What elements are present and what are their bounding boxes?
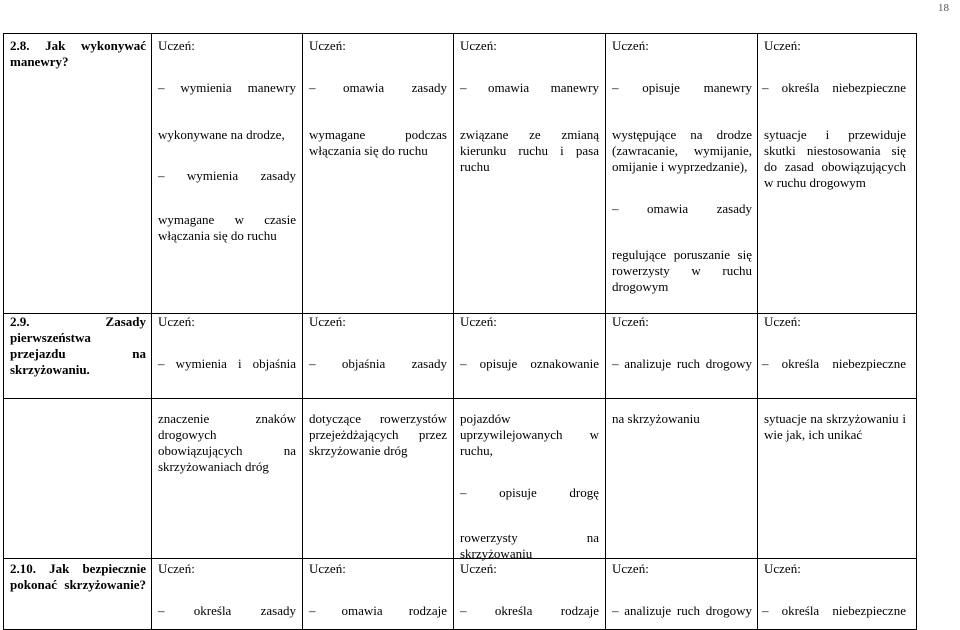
content-cell bbox=[606, 314, 758, 399]
dash-item: – omawia zasady bbox=[612, 201, 752, 216]
cell-header: Uczeń: bbox=[309, 38, 346, 53]
dash-item: – określa zasady bbox=[158, 603, 296, 618]
table-row bbox=[4, 34, 917, 314]
cell-header: Uczeń: bbox=[460, 314, 497, 329]
content-cell bbox=[454, 34, 606, 314]
cell-header: Uczeń: bbox=[764, 38, 801, 53]
content-cell bbox=[303, 34, 454, 314]
content-cell bbox=[606, 34, 758, 314]
dash-item: – określa niebezpieczne bbox=[762, 603, 906, 618]
dash-item: – wymienia manewry bbox=[158, 80, 296, 95]
content-cell bbox=[152, 559, 303, 630]
content-cell bbox=[303, 559, 454, 630]
content-cell bbox=[152, 399, 303, 559]
content-cell bbox=[758, 399, 917, 559]
dash-item: – omawia rodzaje bbox=[309, 603, 447, 618]
curriculum-table bbox=[3, 33, 917, 630]
content-cell bbox=[758, 559, 917, 630]
cell-text: dotyczące rowerzystów przejeżdżających przez skrzyżowanie dróg bbox=[309, 411, 447, 458]
cell-text: na skrzyżowaniu bbox=[612, 411, 700, 426]
dash-item: – opisuje manewry bbox=[612, 80, 752, 95]
content-cell bbox=[303, 314, 454, 399]
section-cell bbox=[4, 559, 152, 630]
cell-text: wymagane w czasie włączania się do ruchu bbox=[158, 212, 296, 243]
cell-text: regulujące poruszanie się rowerzysty w ruchu drogowym bbox=[612, 247, 752, 294]
dash-item: – analizuje ruch drogowy bbox=[612, 603, 752, 618]
content-cell bbox=[606, 559, 758, 630]
section-title: 2.10. Jak bezpiecznie pokonać skrzyżowanie? bbox=[10, 561, 146, 592]
cell-header: Uczeń: bbox=[158, 561, 195, 576]
section-cell bbox=[4, 34, 152, 314]
dash-item: – wymienia i objaśnia bbox=[158, 356, 296, 371]
dash-item: – analizuje ruch drogowy bbox=[612, 356, 752, 371]
section-title: 2.8. Jak wykonywać manewry? bbox=[10, 38, 146, 69]
page-number: 18 bbox=[938, 2, 949, 14]
cell-header: Uczeń: bbox=[460, 561, 497, 576]
section-cell bbox=[4, 314, 152, 399]
section-title: 2.9. Zasady pierwszeństwa przejazdu na skrzyżowaniu. bbox=[10, 314, 146, 377]
cell-header: Uczeń: bbox=[309, 561, 346, 576]
dash-item: – opisuje oznakowanie bbox=[460, 356, 599, 371]
cell-header: Uczeń: bbox=[764, 314, 801, 329]
cell-header: Uczeń: bbox=[158, 38, 195, 53]
cell-header: Uczeń: bbox=[612, 38, 649, 53]
table-row bbox=[4, 559, 917, 630]
content-cell bbox=[606, 399, 758, 559]
cell-header: Uczeń: bbox=[460, 38, 497, 53]
cell-text: pojazdów uprzywilejowanych w ruchu, bbox=[460, 411, 599, 458]
cell-text: wymagane podczas włączania się do ruchu bbox=[309, 127, 447, 158]
dash-item: – opisuje drogę bbox=[460, 485, 599, 500]
table-row bbox=[4, 314, 917, 399]
cell-header: Uczeń: bbox=[158, 314, 195, 329]
cell-header: Uczeń: bbox=[764, 561, 801, 576]
dash-item: – omawia zasady bbox=[309, 80, 447, 95]
content-cell bbox=[758, 314, 917, 399]
cell-text: występujące na drodze (zawracanie, wymijanie, omijanie i wyprzedzanie), bbox=[612, 127, 752, 174]
cell-text: sytuacje na skrzyżowaniu i wie jak, ich unikać bbox=[764, 411, 906, 442]
content-cell bbox=[152, 314, 303, 399]
dash-item: – określa niebezpieczne bbox=[762, 80, 906, 95]
content-cell bbox=[454, 314, 606, 399]
cell-text: wykonywane na drodze, bbox=[158, 127, 285, 142]
dash-item: – wymienia zasady bbox=[158, 168, 296, 183]
content-cell bbox=[303, 399, 454, 559]
content-cell bbox=[758, 34, 917, 314]
dash-item: – omawia manewry bbox=[460, 80, 599, 95]
cell-header: Uczeń: bbox=[612, 561, 649, 576]
content-cell bbox=[454, 399, 606, 559]
dash-item: – objaśnia zasady bbox=[309, 356, 447, 371]
content-cell bbox=[152, 34, 303, 314]
cell-text: sytuacje i przewiduje skutki niestosowania się do zasad obowiązujących w ruchu drogowym bbox=[764, 127, 906, 190]
table-row bbox=[4, 399, 917, 559]
dash-item: – określa niebezpieczne bbox=[762, 356, 906, 371]
cell-text: związane ze zmianą kierunku ruchu i pasa ruchu bbox=[460, 127, 599, 174]
cell-text: rowerzysty na skrzyżowaniu bbox=[460, 530, 599, 561]
dash-item: – określa rodzaje bbox=[460, 603, 599, 618]
content-cell bbox=[454, 559, 606, 630]
section-cell bbox=[4, 399, 152, 559]
cell-header: Uczeń: bbox=[309, 314, 346, 329]
cell-text: znaczenie znaków drogowych obowiązujących na skrzyżowaniach dróg bbox=[158, 411, 296, 474]
cell-header: Uczeń: bbox=[612, 314, 649, 329]
